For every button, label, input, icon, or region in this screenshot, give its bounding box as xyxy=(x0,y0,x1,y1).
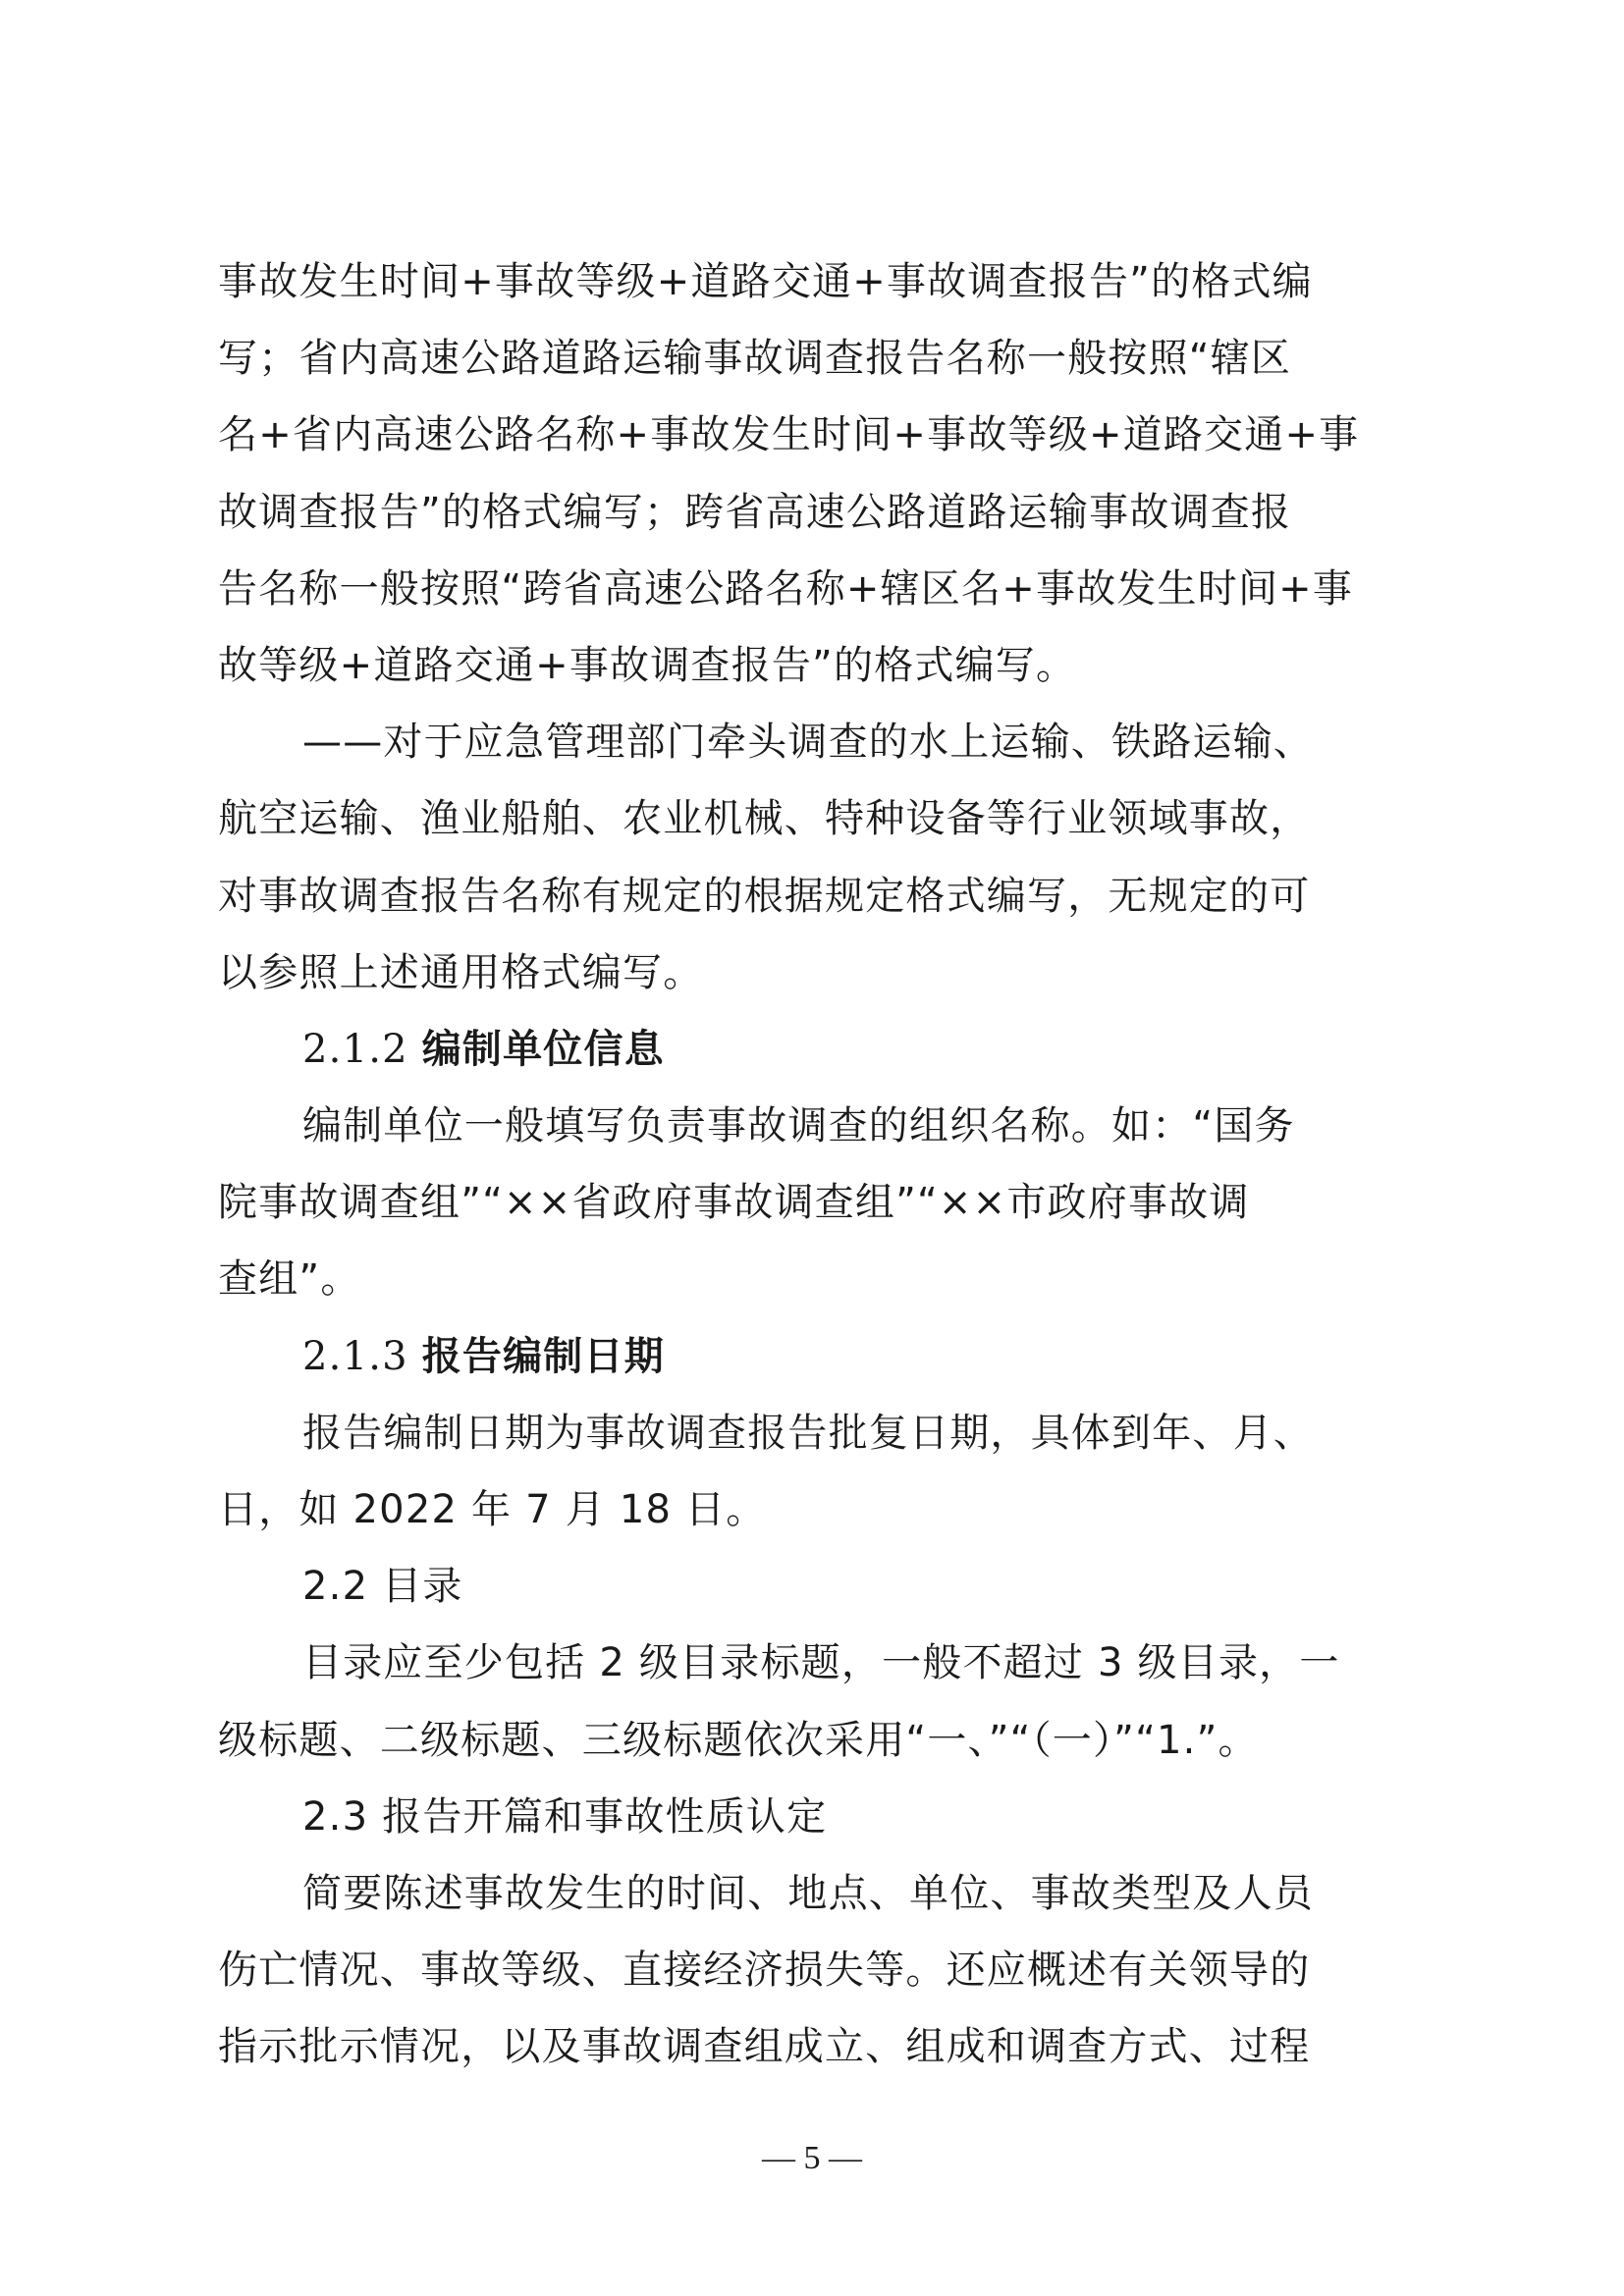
paragraph-line: 日，如 2022 年 7 月 18 日。 xyxy=(218,1487,767,1532)
paragraph-line: 以参照上述通用格式编写。 xyxy=(218,949,704,995)
section-title: 编制单位信息 xyxy=(421,1026,665,1072)
paragraph-line: 查组”。 xyxy=(218,1256,361,1303)
paragraph-line: 伤亡情况、事故等级、直接经济损失等。还应概述有关领导的 xyxy=(218,1948,1311,1994)
paragraph-line: 报告编制日期为事故调查报告批复日期，具体到年、月、 xyxy=(302,1410,1314,1456)
paragraph-line: 简要陈述事故发生的时间、地点、单位、事故类型及人员 xyxy=(302,1870,1314,1916)
paragraph-line: 院事故调查组”“××省政府事故调查组”“××市政府事故调 xyxy=(218,1180,1250,1226)
page-number: — 5 — xyxy=(762,2140,862,2176)
paragraph-line: 航空运输、渔业船舶、农业机械、特种设备等行业领域事故， xyxy=(218,796,1311,842)
paragraph-line: 故调查报告”的格式编写；跨省高速公路道路运输事故调查报 xyxy=(218,489,1292,535)
section-heading-2-1-2 xyxy=(218,1011,1416,1088)
paragraph-line: 编制单位一般填写负责事故调查的组织名称。如：“国务 xyxy=(302,1103,1295,1149)
paragraph-line: 告名称一般按照“跨省高速公路名称+辖区名+事故发生时间+事 xyxy=(218,565,1354,612)
paragraph-line: 指示批示情况，以及事故调查组成立、组成和调查方式、过程 xyxy=(218,2024,1311,2070)
section-heading-2-2: 2.2 目录 xyxy=(302,1564,463,1610)
section-number: 2.1.2 xyxy=(302,1026,408,1072)
section-heading-2-3: 2.3 报告开篇和事故性质认定 xyxy=(302,1793,828,1840)
section-heading-2-1-3 xyxy=(218,1318,1416,1395)
paragraph-line: 级标题、二级标题、三级标题依次采用“一、”“（一）”“1.”。 xyxy=(218,1717,1259,1763)
section-title: 报告编制日期 xyxy=(421,1333,665,1379)
paragraph-line: 目录应至少包括 2 级目录标题，一般不超过 3 级目录，一 xyxy=(302,1640,1340,1686)
paragraph-line: 事故发生时间+事故等级+道路交通+事故调查报告”的格式编 xyxy=(218,259,1313,304)
paragraph-line: ——对于应急管理部门牵头调查的水上运输、铁路运输、 xyxy=(302,720,1314,766)
body-text xyxy=(218,243,1416,2086)
paragraph-line: 名+省内高速公路名称+事故发生时间+事故等级+道路交通+事 xyxy=(218,412,1360,458)
paragraph-line: 故等级+道路交通+事故调查报告”的格式编写。 xyxy=(218,642,1077,688)
section-number: 2.1.3 xyxy=(302,1333,408,1379)
paragraph-line: 写；省内高速公路道路运输事故调查报告名称一般按照“辖区 xyxy=(218,336,1292,382)
paragraph-line: 对事故调查报告名称有规定的根据规定格式编写，无规定的可 xyxy=(218,873,1311,919)
